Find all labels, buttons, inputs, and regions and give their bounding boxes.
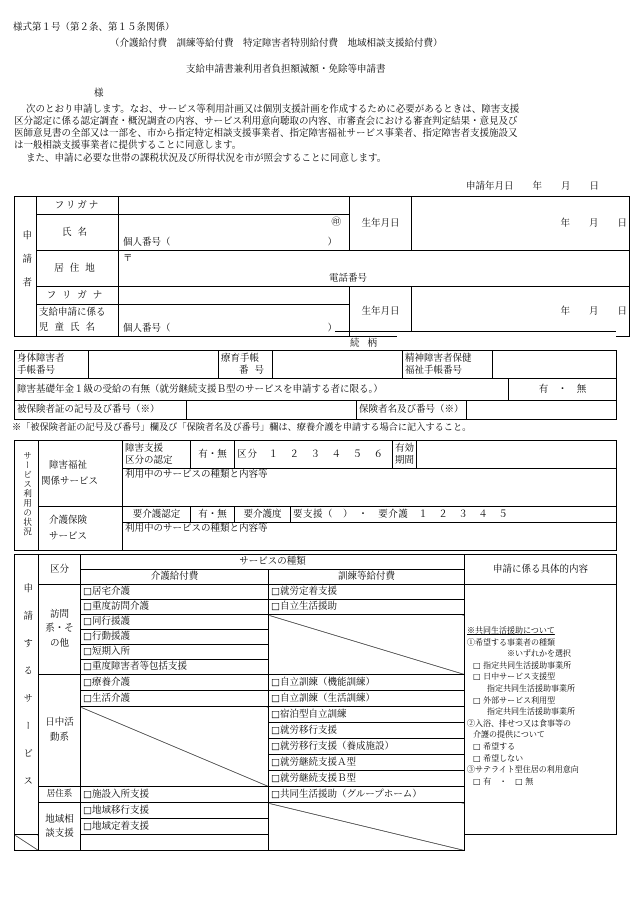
child-furigana-field[interactable] [119, 287, 350, 305]
service-chiiki-ikou[interactable]: □地域移行支援 [81, 803, 269, 819]
mental-notebook-field[interactable] [493, 351, 617, 379]
insurer-label: 保険者名及び番号（※） [357, 401, 467, 420]
service-keizoku-b[interactable]: □就労継続支援Ｂ型 [269, 771, 465, 787]
form-scope: （介護給付費 訓練等給付費 特定障害者特別給付費 地域相談支援給付費） [110, 38, 443, 49]
child-name-label: 支給申請に係る 児童氏名 [37, 305, 119, 337]
postal-mark: 〒 [123, 253, 133, 264]
ryoiku-notebook-label: 療育手帳 番号 [219, 351, 273, 379]
usage-section-label: サービス利用の状況 [15, 441, 39, 551]
relation-divider [335, 331, 398, 332]
applicant-mynumber-label: 個人番号（ [123, 236, 171, 248]
applicant-furigana-field[interactable] [119, 197, 350, 215]
support-level-field[interactable]: 要支援（ ） ・ 要介護 １ ２ ３ ４ ５ [291, 507, 617, 523]
service-shukuhaku[interactable]: □宿泊型自立訓練 [269, 707, 465, 723]
nitchu-label: 日中活動系 [39, 675, 81, 787]
class-cert-label: 障害支援 区分の認定 [123, 441, 191, 469]
page-title: 支給申請書兼利用者負担額減額・免除等申請書 [186, 64, 386, 75]
care-label: 介護保険 サービス [39, 507, 123, 551]
service-kyotaku[interactable]: □居宅介護 [81, 585, 269, 600]
mental-notebook-label: 精神障害者保健 福祉手帳番号 [403, 351, 493, 379]
kunren-header: 訓練等給付費 [269, 570, 465, 585]
class-cert-yes-no[interactable]: 有・無 [191, 441, 235, 469]
service-jiritsu-seikatsu[interactable]: □自立生活援助 [269, 600, 465, 615]
applicant-section-label: 申請者 [15, 197, 37, 337]
intro-line-4: は一般相談支援事業者に提供することに同意します。 [14, 140, 242, 151]
houmon-label: 訪問系・その他 [39, 585, 81, 675]
applicant-name-field[interactable] [119, 215, 350, 251]
kubun-header: 区分 [39, 555, 81, 585]
notebook-table [14, 350, 617, 379]
valid-period-field[interactable] [417, 441, 617, 469]
services-section-label: 申請するサービス [15, 555, 39, 835]
ryoiku-notebook-field[interactable] [273, 351, 403, 379]
service-types-header: サービスの種類 [81, 555, 465, 570]
insurance-note: ※「被保険者証の記号及び番号」欄及び「保険者名及び番号」欄は、療養介護を申請する場合に記入すること。 [12, 422, 472, 433]
welfare-inuse-field[interactable]: 利用中のサービスの種類と内容等 [123, 469, 617, 507]
insurer-field[interactable] [467, 401, 617, 420]
service-ikou[interactable]: □就労移行支援 [269, 723, 465, 739]
service-ryouyou[interactable]: □療養介護 [81, 675, 269, 691]
child-dob-field[interactable]: 年 月 日 [412, 287, 630, 337]
kaigo-chiiki-blank [15, 835, 39, 851]
child-relation-field[interactable] [397, 331, 616, 351]
services-table [14, 554, 617, 851]
intro-line-5: また、申請に必要な世帯の課税状況及び所得状況を市が照会することに同意します。 [26, 153, 387, 164]
service-shuro-teichaku[interactable]: □就労定着支援 [269, 585, 465, 600]
service-seikatsu-kaigo[interactable]: □生活介護 [81, 691, 269, 707]
child-furigana-label: フリガナ [37, 287, 119, 305]
welfare-label: 障害福祉 関係サービス [39, 441, 123, 507]
service-shisetsu[interactable]: □施設入所支援 [81, 787, 269, 803]
applicant-dob-field[interactable]: 年 月 日 [412, 197, 630, 251]
detail-field-bottom[interactable] [81, 835, 269, 851]
care-cert-yes-no[interactable]: 有・無 [191, 507, 235, 523]
child-dob-label: 生年月日 [350, 287, 412, 337]
chiiki-label: 地域相談支援 [39, 803, 81, 851]
child-name-field[interactable] [119, 305, 350, 337]
care-level-label: 要介護度 [235, 507, 291, 523]
applicant-name-label: 氏名 [37, 215, 119, 251]
seal-mark: ㊞ [331, 217, 342, 228]
physical-notebook-label: 身体障害者 手帳番号 [15, 351, 89, 379]
service-houkatsu[interactable]: □重度障害者等包括支援 [81, 660, 269, 675]
usage-table [14, 440, 617, 551]
insurance-table [14, 400, 617, 420]
phone-label: 電話番号 [329, 272, 368, 284]
intro-line-1: 次のとおり申請します。なお、サービス等利用計画又は個別支援計画を作成するために必要があるときは、障害支援 [26, 104, 520, 115]
service-seikatsu-kunren[interactable]: □自立訓練（生活訓練） [269, 691, 465, 707]
detail-header: 申請に係る具体的内容 [465, 555, 617, 585]
service-keizoku-a[interactable]: □就労継続支援Ａ型 [269, 755, 465, 771]
applicant-address-label: 居住地 [37, 251, 119, 287]
child-relation-label: 続柄 [350, 338, 386, 349]
kaigo-nitchu-blank [81, 707, 269, 787]
child-mynumber-label: 個人番号（ [123, 322, 171, 334]
pension-yes-no[interactable]: 有 ・ 無 [509, 379, 617, 401]
applicant-table [14, 196, 630, 337]
class-level[interactable]: 区分 １ ２ ３ ４ ５ ６ [235, 441, 393, 469]
service-group-home[interactable]: □共同生活援助（グループホーム） [269, 787, 465, 803]
kunren-chiiki-blank [269, 803, 465, 851]
care-cert-label: 要介護認定 [123, 507, 191, 523]
child-mynumber-close: ） [327, 322, 338, 334]
intro-line-3: 医師意見書の全部又は一部を、市から指定特定相談支援事業者、指定障害福祉サービス事業者、指定障害者支援施設又 [14, 128, 518, 139]
kaigo-header: 介護給付費 [81, 570, 269, 585]
care-inuse-field[interactable]: 利用中のサービスの種類と内容等 [123, 523, 617, 551]
applicant-address-field[interactable] [119, 251, 630, 287]
service-juudo-houmon[interactable]: □重度訪問介護 [81, 600, 269, 615]
detail-field[interactable]: ※共同生活援助について ①希望する事業者の種類 ※いずれかを選択 □ 指定共同生活援助事業所 □ 日中サービス支援型 指定共同生活援助事業所 □ 外部サービス利用型 指定共同生活援助事業所 ②入浴、排せつ又は食事等の 介護の提供について □ 希望する □ 希望しない ③サテライト型住居の利用意向 □ 有 ・ □ 無 [465, 585, 617, 835]
intro-line-2: 区分認定に係る認定調査・概況調査の内容、サービス利用意向聴取の内容、市審査会における審査判定結果・意見及び [14, 116, 518, 127]
applicant-mynumber-close: ） [327, 236, 338, 248]
service-chiiki-teichaku[interactable]: □地域定着支援 [81, 819, 269, 835]
applicant-dob-label: 生年月日 [350, 197, 412, 251]
service-ikou-yousei[interactable]: □就労移行支援（養成施設） [269, 739, 465, 755]
application-date: 申請年月日 年 月 日 [466, 181, 600, 192]
form-number: 様式第１号（第２条、第１５条関係） [13, 22, 175, 33]
service-kinou-kunren[interactable]: □自立訓練（機能訓練） [269, 675, 465, 691]
insured-field[interactable] [187, 401, 357, 420]
pension-label: 障害基礎年金１級の受給の有無（就労継続支援Ｂ型のサービスを申請する者に限る。） [15, 379, 509, 401]
physical-notebook-field[interactable] [89, 351, 219, 379]
service-koudou[interactable]: □行動援護 [81, 630, 269, 645]
applicant-furigana-label: フリガナ [37, 197, 119, 215]
insured-label: 被保険者証の記号及び番号（※） [15, 401, 187, 420]
service-doukou[interactable]: □同行援護 [81, 615, 269, 630]
addressee: 様 [94, 88, 104, 99]
pension-table [14, 378, 617, 401]
service-tanki[interactable]: □短期入所 [81, 645, 269, 660]
kyoju-label: 居住系 [39, 787, 81, 803]
kunren-houmon-blank [269, 615, 465, 675]
valid-period-label: 有効 期間 [393, 441, 417, 469]
